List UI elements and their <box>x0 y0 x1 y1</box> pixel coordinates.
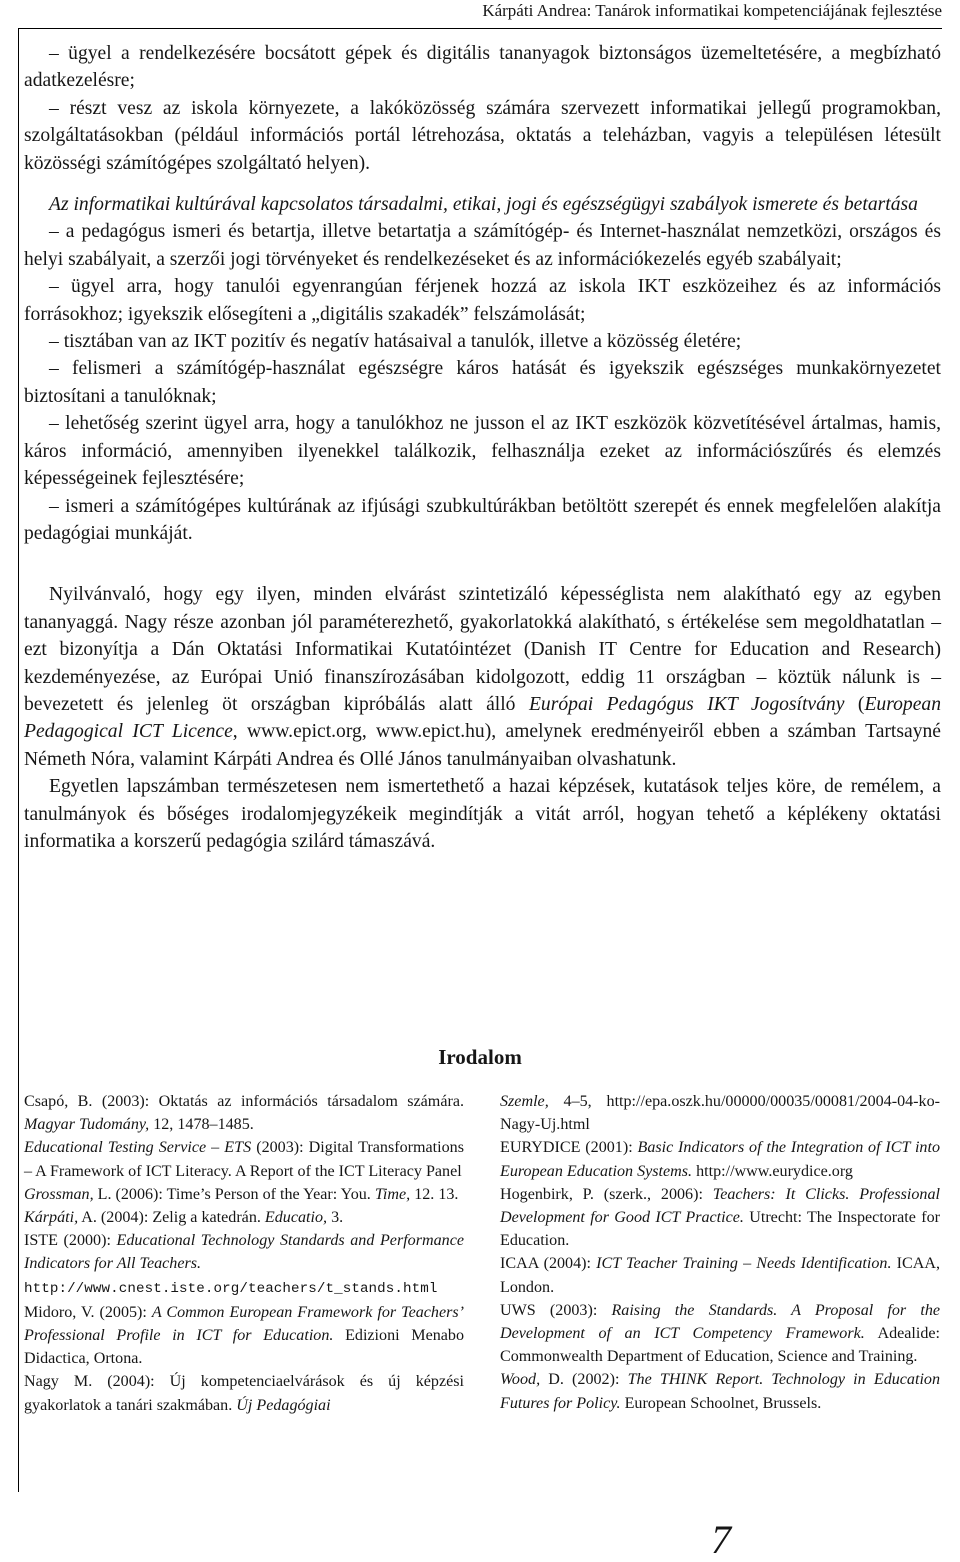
italic-text: Szemle, <box>500 1093 549 1110</box>
italic-text: The THINK Report. Technology in Education Futures for Policy. <box>500 1371 941 1412</box>
reference-entry <box>24 1183 464 1206</box>
references-right-column <box>500 1090 940 1415</box>
text-run: EURYDICE (2001): <box>500 1139 638 1157</box>
paragraph: – felismeri a számítógép-használat egészségre káros hatását és igyekszik egészséges munkakörnyezetet biztosítani a tanulóknak; <box>24 358 941 407</box>
references-title: Irodalom <box>438 1045 522 1069</box>
paragraph: Egyetlen lapszámban természetesen nem ismertethető a hazai képzések, kutatások teljes köre, de remélem, a tanulmányok és bőséges irodalomjegyzékeik megindítják a vitát arról, hogyan tehető a képlékeny oktatási informatika a korszerű pedagógia szilárd támaszává. <box>24 776 941 852</box>
italic-text: Educatio, <box>264 1209 328 1227</box>
text-run: 4–5, http://epa.oszk.hu/00000/00035/00081/2004-04-ko-Nagy-Uj.html <box>500 1093 940 1134</box>
text-run: ISTE (2000): <box>24 1232 117 1250</box>
text-run: Utrecht: The Inspectorate for Education. <box>500 1209 940 1250</box>
reference-entry <box>24 1370 464 1416</box>
text-run: ICAA (2004): <box>500 1255 597 1273</box>
text-run: Csapó, B. (2003): Oktatás az információs társadalom számára. <box>24 1093 464 1110</box>
text-run: Edizioni Menabo Didactica, Ortona. <box>24 1327 464 1368</box>
reference-entry <box>24 1206 464 1229</box>
reference-entry <box>500 1183 940 1253</box>
text-run: Adealide: Commonwealth Department of Education, Science and Training. <box>500 1325 941 1366</box>
paragraph: – a pedagógus ismeri és betartja, illetve betartatja a számítógép- és Internet-használat nemzetközi, országos és helyi szabályait, a szerzői jogi törvényeket és rendelkezéseket és az információkezelés egyéb szabályait; <box>24 221 941 270</box>
text-run: , www.epict.org, www.epict.hu), amelynek eredményeiről ebben a számban Tartsayné Németh Nóra, valamint Kárpáti Andrea és Ollé János tanulmányaiban olvashatunk. <box>24 721 941 770</box>
text-run: Nagy M. (2004): Új kompetenciaelvárások és új képzési gyakorlatok a tanári szakmában. <box>24 1373 464 1414</box>
italic-text: Grossman, <box>24 1185 94 1203</box>
reference-entry <box>24 1090 464 1136</box>
text-run: ICAA, London. <box>500 1255 940 1296</box>
paragraph: – ügyel arra, hogy tanulói egyenrangúan férjenek hozzá az iskola IKT eszközeihez és az információs forrásokhoz; igyekszik elősegíteni a „digitális szakadék” felszámolását; <box>24 276 941 325</box>
text-run: 3. <box>327 1209 344 1227</box>
italic-text: Time, <box>374 1185 411 1203</box>
paragraph: – tisztában van az IKT pozitív és negatív hatásaival a tanulók, illetve a közösség életére; <box>49 331 742 353</box>
italic-text: Teachers: It Clicks. Professional Development for Good ICT Practice. <box>500 1185 940 1227</box>
reference-entry <box>500 1090 940 1136</box>
text-run: UWS (2003): <box>500 1301 612 1319</box>
paragraph: – lehetőség szerint ügyel arra, hogy a tanulókhoz ne jusson el az IKT eszközök közvetítésével ártalmas, hamis, káros információ, amennyiben ilyenekkel találkozik, felhasználja ezeket az információszűrés és elemzés képességeinek fejlesztésére; <box>24 413 941 490</box>
italic-text: Educational Testing Service – ETS <box>24 1139 252 1157</box>
reference-entry <box>24 1229 464 1301</box>
reference-entry <box>24 1301 464 1371</box>
reference-entry <box>500 1252 940 1298</box>
reference-entry <box>500 1368 940 1414</box>
text-run: Nyilvánvaló, hogy egy ilyen, minden elvárást szintetizáló képességlista nem alakítható egy az egyben tananyaggá. Nagy része azonban jól paraméterezhető, gyakorlatokká alakítható, s értékelése sem megoldhatatlan – ezt bizonyítja a Dán Oktatási Informatikai Kutatóintézet (Danish IT Centre for Education and Research) kezdeményezése, az Európai Unió finanszírozásában kidolgozott, eddig 11 országban – köztük nálunk is – bevezetett és jelenleg öt országban kipróbálás alatt álló <box>24 584 941 715</box>
italic-title: Európai Pedagógus IKT Jogosítvány <box>528 693 845 715</box>
text-run: 12. 13. <box>410 1185 459 1203</box>
italic-text: Basic Indicators of the Integration of ICT into European Education Systems. <box>500 1139 940 1180</box>
page-number: 7 <box>711 1517 731 1562</box>
header-rule <box>18 28 942 29</box>
text-run: http://www.eurydice.org <box>692 1162 853 1180</box>
paragraph: – ügyel a rendelkezésére bocsátott gépek és digitális tananyagok biztonságos üzemeltetésére, a megbízható adatkezelésre; <box>24 43 941 92</box>
paragraph <box>24 581 941 773</box>
main-text <box>24 40 941 855</box>
reference-entry <box>24 1136 464 1182</box>
reference-entry <box>500 1136 940 1182</box>
reference-entry <box>500 1299 940 1369</box>
left-margin-rule <box>18 28 19 1492</box>
text-run: Hogenbirk, P. (szerk., 2006): <box>500 1185 713 1203</box>
italic-text: Új Pedagógiai <box>236 1396 331 1414</box>
references-left-column <box>24 1090 464 1417</box>
italic-text: ICT Teacher Training – Needs Identification. <box>596 1255 892 1273</box>
section-subheading: Az informatikai kultúrával kapcsolatos társadalmi, etikai, jogi és egészségügyi szabályok ismerete és betartása <box>49 194 918 216</box>
italic-text: A Common European Framework for Teachers’ Professional Profile in ICT for Education. <box>24 1303 464 1345</box>
italic-text: Magyar Tudomány, <box>24 1116 150 1134</box>
text-run: European Schoolnet, Brussels. <box>620 1394 822 1412</box>
text-run: (2003): Digital Transformations – A Framework of ICT Literacy. A Report of the ICT Literacy Panel <box>24 1139 464 1180</box>
text-run: Midoro, V. (2005): <box>24 1303 152 1321</box>
italic-text: Raising the Standards. A Proposal for the Development of an ICT Competency Framework. <box>500 1301 941 1343</box>
text-run: ( <box>844 693 865 715</box>
text-run: 12, 1478–1485. <box>149 1116 254 1134</box>
text-run: D. (2002): <box>540 1371 628 1389</box>
italic-text: Educational Technology Standards and Performance Indicators for All Teachers. <box>24 1232 464 1273</box>
running-header: Kárpáti Andrea: Tanárok informatikai kompetenciájának fejlesztése <box>482 1 942 20</box>
paragraph: – részt vesz az iskola környezete, a lakóközösség számára szervezett informatikai jellegű programokban, szolgáltatásokban (például információs portál létrehozása, oktatás a teleházban, vagyis a településen létesült közösségi számítógépes szolgáltató helyen). <box>24 97 941 174</box>
italic-title: European Pedagogical ICT Licence <box>24 693 942 743</box>
text-run: L. (2006): Time’s Person of the Year: You. <box>93 1185 375 1203</box>
text-run: A. (2004): Zelig a katedrán. <box>78 1209 265 1227</box>
italic-text: Kárpáti, <box>24 1209 79 1227</box>
reference-url[interactable]: http://www.cnest.iste.org/teachers/t_stands.html <box>24 1280 438 1297</box>
italic-text: Wood, <box>500 1371 541 1389</box>
paragraph: – ismeri a számítógépes kultúrának az ifjúsági szubkultúrákban betöltött szerepét és ennek megfelelően alakítja pedagógiai munkáját. <box>24 495 941 544</box>
